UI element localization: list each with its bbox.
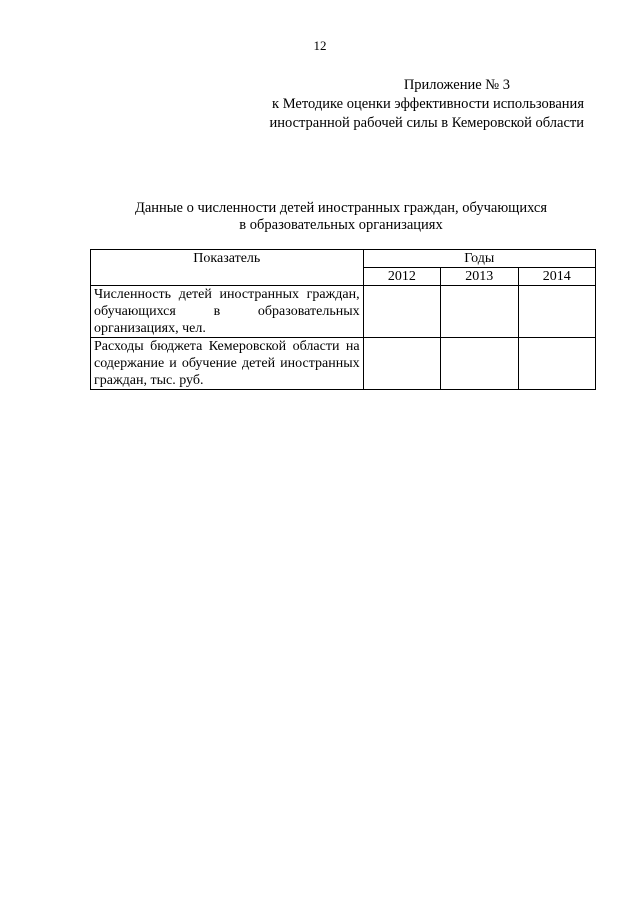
table-row bbox=[91, 338, 596, 390]
row-label-budget-expenses: Расходы бюджета Кемеровской области на содержание и обучение детей иностранных граждан, тыс. руб. bbox=[91, 338, 364, 390]
document-title-line-1: Данные о численности детей иностранных граждан, обучающихся bbox=[134, 200, 548, 216]
appendix-header bbox=[269, 76, 584, 133]
table-cell bbox=[363, 338, 440, 390]
header-year-2013: 2013 bbox=[441, 268, 518, 286]
header-year-2014: 2014 bbox=[518, 268, 595, 286]
header-year-2012: 2012 bbox=[363, 268, 440, 286]
document-title bbox=[0, 200, 640, 234]
table-row bbox=[91, 286, 596, 338]
appendix-reference-line-1: к Методике оценки эффективности использования bbox=[272, 96, 584, 112]
header-indicator: Показатель bbox=[91, 250, 364, 286]
table-cell bbox=[518, 338, 595, 390]
table-header-row bbox=[91, 250, 596, 268]
table-cell bbox=[441, 286, 518, 338]
data-table bbox=[90, 249, 596, 390]
document-title-line-2: в образовательных организациях bbox=[239, 217, 443, 233]
appendix-number: Приложение № 3 bbox=[403, 77, 510, 93]
row-label-children-count: Численность детей иностранных граждан, обучающихся в образовательных организациях, чел. bbox=[91, 286, 364, 338]
appendix-reference-line-2: иностранной рабочей силы в Кемеровской области bbox=[269, 115, 584, 131]
table-cell bbox=[363, 286, 440, 338]
page-number: 12 bbox=[313, 38, 327, 53]
table-cell bbox=[441, 338, 518, 390]
header-years: Годы bbox=[363, 250, 595, 268]
table-cell bbox=[518, 286, 595, 338]
